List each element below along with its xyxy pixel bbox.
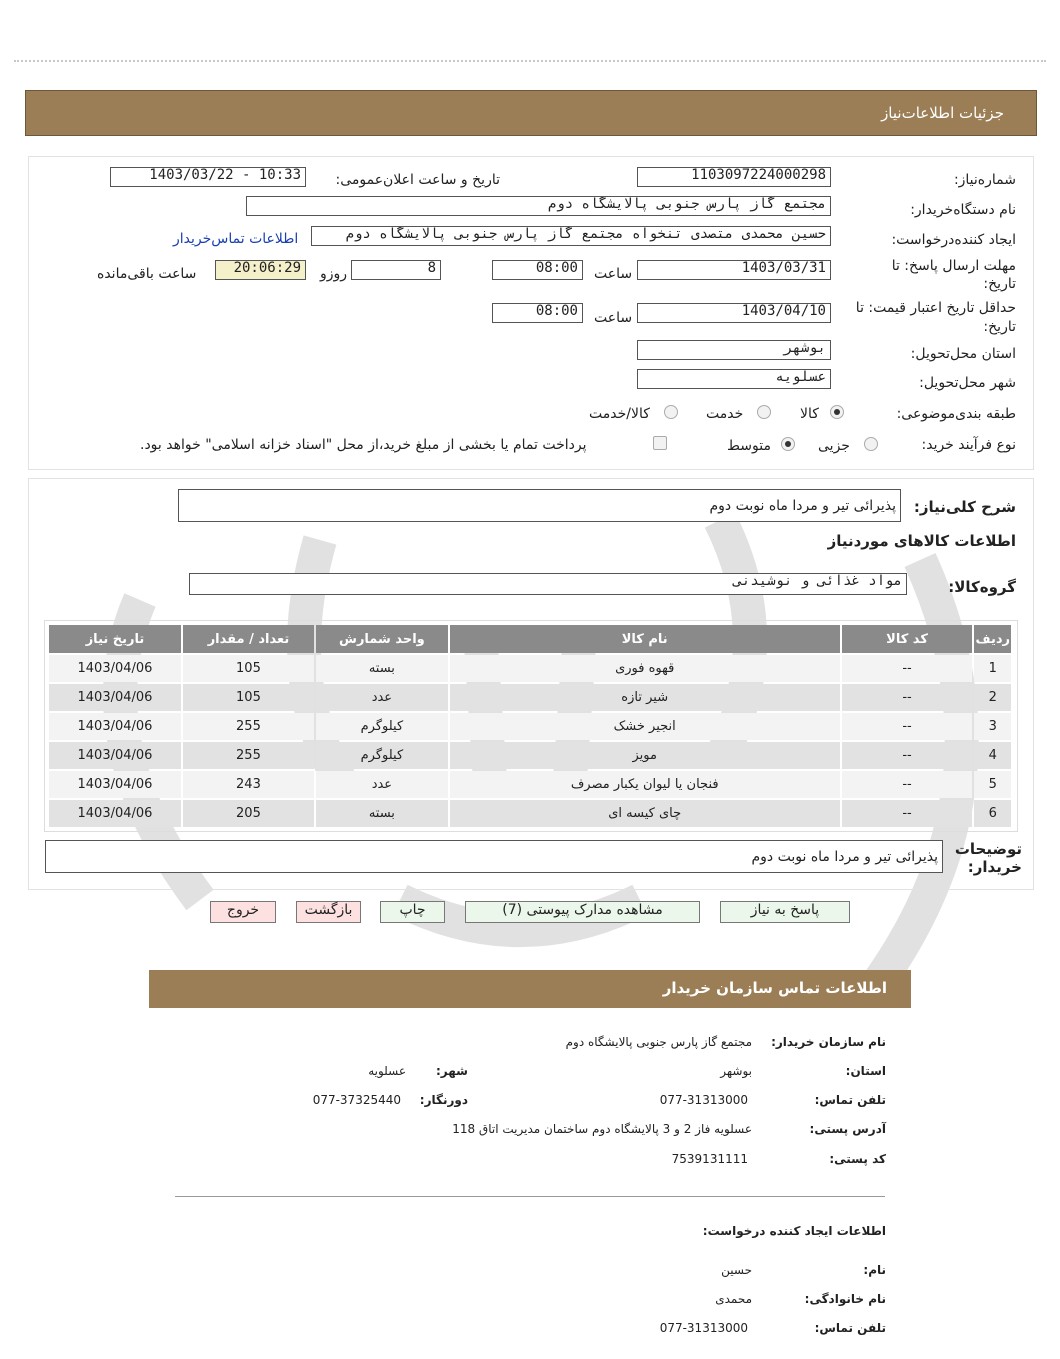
table-row	[49, 713, 1011, 740]
creator-info-title: اطلاعات ایجاد کننده درخواست:	[702, 1224, 886, 1238]
description-label: شرح کلی‌نیاز:	[913, 498, 1016, 516]
attachments-button[interactable]: مشاهده مدارک پیوستی (7)	[465, 901, 700, 923]
cell-quantity: 255	[183, 713, 314, 740]
creator-field: حسین محمدی متصدی تنخواه مجتمع گاز پارس جنوبی پالایشگاه دوم	[311, 226, 831, 246]
top-dotted-divider	[14, 60, 1046, 62]
header-item-code: کد کالا	[842, 625, 973, 653]
process-radio-minor[interactable]	[864, 437, 878, 451]
cell-item-code: --	[842, 655, 973, 682]
announce-field: 1403/03/22 - 10:33	[110, 167, 306, 187]
city-field: عسلویه	[637, 369, 831, 389]
goods-group-field: مواد غذائی و نوشیدنی	[189, 573, 907, 595]
province-label: استان محل‌تحویل:	[910, 346, 1016, 362]
creator-phone-label: تلفن تماس:	[814, 1321, 886, 1335]
category-option-service: خدمت	[706, 406, 744, 422]
contact-province-label: استان:	[845, 1064, 886, 1078]
process-option-minor: جزیی	[818, 438, 850, 454]
contact-address-label: آدرس پستی:	[809, 1122, 886, 1136]
page-header	[25, 90, 1037, 136]
reply-button[interactable]: پاسخ به نیاز	[720, 901, 850, 923]
category-radio-goods[interactable]	[830, 405, 844, 419]
remaining-time-field: 20:06:29	[215, 260, 306, 280]
contact-fax-value: 077-37325440	[312, 1093, 401, 1107]
treasury-payment-checkbox[interactable]	[653, 436, 667, 450]
contact-address-value: عسلویه فاز 2 و 3 پالایشگاه دوم ساختمان مدیریت اتاق 118	[452, 1122, 752, 1136]
creator-label: ایجاد کننده‌درخواست:	[891, 232, 1016, 248]
goods-group-label: گروه‌کالا:	[948, 578, 1016, 596]
cell-item-code: --	[842, 684, 973, 711]
table-row	[49, 742, 1011, 769]
category-radio-goods-service[interactable]	[664, 405, 678, 419]
header-quantity: تعداد / مقدار	[183, 625, 314, 653]
contact-postal-label: کد پستی:	[829, 1152, 886, 1166]
contact-city-label: شهر:	[436, 1064, 468, 1078]
cell-item-name: قهوه فوری	[450, 655, 840, 682]
page-title: جزئیات اطلاعات‌نیاز	[881, 104, 1004, 122]
days-label: روزو	[320, 266, 348, 282]
cell-unit: کیلوگرم	[316, 713, 448, 740]
cell-item-name: چای کیسه ای	[450, 800, 840, 827]
buyer-contact-title: اطلاعات تماس سازمان خریدار	[662, 979, 887, 997]
cell-need-date: 1403/04/06	[49, 655, 181, 682]
validity-label: حداقل تاریخ اعتبار قیمت: تا	[855, 300, 1016, 316]
contact-province-value: بوشهر	[720, 1064, 752, 1078]
contact-phone-value: 077-31313000	[659, 1093, 748, 1107]
cell-quantity: 105	[183, 655, 314, 682]
creator-family-value: محمدی	[715, 1292, 752, 1306]
cell-unit: عدد	[316, 771, 448, 798]
cell-row-number: 1	[974, 655, 1011, 682]
contact-phone-label: تلفن تماس:	[814, 1093, 886, 1107]
validity-time-field: 08:00	[492, 303, 583, 323]
exit-button[interactable]: خروج	[210, 901, 276, 923]
contact-org-value: مجتمع گاز پارس جنوبی پالایشگاه دوم	[565, 1035, 752, 1049]
cell-item-name: مویز	[450, 742, 840, 769]
table-header-row	[49, 625, 1011, 653]
contact-org-label: نام سازمان خریدار:	[771, 1035, 886, 1049]
table-row	[49, 800, 1011, 827]
contact-city-value: عسلویه	[368, 1064, 406, 1078]
buyer-org-label: نام دستگاه‌خریدار:	[910, 202, 1016, 218]
province-field: بوشهر	[637, 340, 831, 360]
print-button[interactable]: چاپ	[380, 901, 445, 923]
cell-unit: کیلوگرم	[316, 742, 448, 769]
cell-need-date: 1403/04/06	[49, 742, 181, 769]
creator-phone-value: 077-31313000	[659, 1321, 748, 1335]
cell-quantity: 243	[183, 771, 314, 798]
deadline-label: مهلت ارسال پاسخ: تا	[891, 258, 1016, 274]
cell-item-code: --	[842, 713, 973, 740]
cell-unit: بسته	[316, 655, 448, 682]
goods-table	[47, 623, 1013, 829]
header-item-name: نام کالا	[450, 625, 840, 653]
cell-unit: عدد	[316, 684, 448, 711]
deadline-time-field: 08:00	[492, 260, 583, 280]
cell-quantity: 255	[183, 742, 314, 769]
creator-family-label: نام خانوادگی:	[804, 1292, 886, 1306]
cell-need-date: 1403/04/06	[49, 771, 181, 798]
validity-label-date: تاریخ:	[983, 319, 1016, 335]
payment-note: پرداخت تمام یا بخشی از مبلغ خرید،از محل "اسناد خزانه اسلامی" خواهد بود.	[140, 437, 587, 453]
contact-fax-label: دورنگار:	[419, 1093, 468, 1107]
days-field: 8	[351, 260, 441, 280]
validity-hour-label: ساعت	[594, 310, 633, 326]
category-radio-service[interactable]	[757, 405, 771, 419]
cell-item-name: انجیر خشک	[450, 713, 840, 740]
cell-item-name: فنجان یا لیوان یکبار مصرف	[450, 771, 840, 798]
buyer-notes-label-2: خریدار:	[967, 858, 1022, 876]
need-number-label: شماره‌نیاز:	[953, 172, 1016, 188]
contact-postal-value: 7539131111	[671, 1152, 748, 1166]
validity-date-field: 1403/04/10	[637, 303, 831, 323]
table-row	[49, 684, 1011, 711]
creator-name-value: حسین	[721, 1263, 752, 1277]
process-option-medium: متوسط	[727, 438, 771, 454]
cell-quantity: 205	[183, 800, 314, 827]
cell-row-number: 6	[974, 800, 1011, 827]
cell-need-date: 1403/04/06	[49, 713, 181, 740]
deadline-date-field: 1403/03/31	[637, 260, 831, 280]
buyer-notes-field: پذیرائی تیر و مردا ماه نوبت دوم	[45, 840, 943, 873]
contact-divider	[175, 1196, 885, 1197]
header-unit: واحد شمارش	[316, 625, 448, 653]
table-row	[49, 771, 1011, 798]
deadline-hour-label: ساعت	[594, 266, 633, 282]
cell-need-date: 1403/04/06	[49, 800, 181, 827]
buyer-contact-header	[149, 970, 911, 1008]
deadline-label-date: تاریخ:	[983, 276, 1016, 292]
table-row	[49, 655, 1011, 682]
cell-item-code: --	[842, 800, 973, 827]
city-label: شهر محل‌تحویل:	[919, 375, 1016, 391]
cell-row-number: 2	[974, 684, 1011, 711]
cell-item-name: شیر تازه	[450, 684, 840, 711]
buyer-notes-label: توضیحات	[954, 840, 1022, 858]
description-field: پذیرائی تیر و مردا ماه نوبت دوم	[178, 489, 901, 522]
cell-row-number: 4	[974, 742, 1011, 769]
cell-row-number: 3	[974, 713, 1011, 740]
need-number-field: 1103097224000298	[637, 167, 831, 187]
header-row-number: ردیف	[974, 625, 1011, 653]
buyer-org-field: مجتمع گاز پارس جنوبی پالایشگاه دوم	[246, 196, 831, 216]
category-label: طبقه بندی‌موضوعی:	[896, 406, 1016, 422]
remaining-label: ساعت باقی‌مانده	[97, 266, 197, 282]
cell-need-date: 1403/04/06	[49, 684, 181, 711]
header-need-date: تاریخ نیاز	[49, 625, 181, 653]
buyer-contact-link[interactable]: اطلاعات تماس‌خریدار	[173, 231, 299, 247]
cell-unit: بسته	[316, 800, 448, 827]
process-label: نوع فرآیند خرید:	[921, 437, 1016, 453]
cell-row-number: 5	[974, 771, 1011, 798]
category-option-goods-service: کالا/خدمت	[589, 406, 650, 422]
process-radio-medium[interactable]	[781, 437, 795, 451]
goods-section-title: اطلاعات کالاهای موردنیاز	[827, 532, 1016, 550]
cell-quantity: 105	[183, 684, 314, 711]
cell-item-code: --	[842, 742, 973, 769]
category-option-goods: کالا	[800, 406, 819, 422]
announce-label: تاریخ و ساعت اعلان‌عمومی:	[335, 172, 500, 188]
cell-item-code: --	[842, 771, 973, 798]
back-button[interactable]: بازگشت	[296, 901, 361, 923]
creator-name-label: نام:	[863, 1263, 886, 1277]
